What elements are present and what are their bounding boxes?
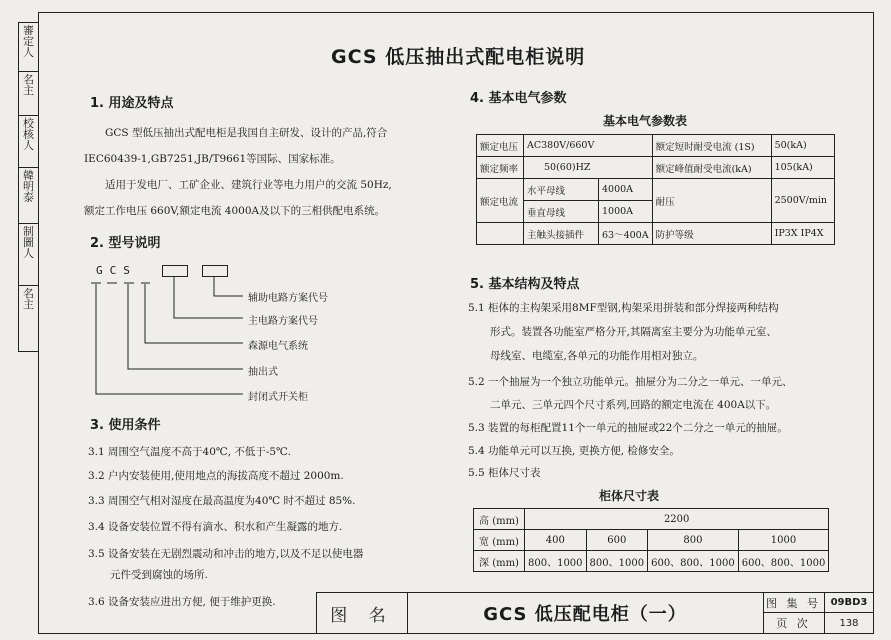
table-cell: 防护等级 xyxy=(652,223,771,245)
condition-item: 元件受到腐蚀的场所. xyxy=(110,569,208,581)
structure-item: 5.5 柜体尺寸表 xyxy=(468,467,541,479)
table-cell: AC380V/660V xyxy=(524,135,653,157)
electrical-params-table xyxy=(476,134,835,245)
table-cell: 600、800、1000 xyxy=(738,551,829,572)
paragraph-line: 额定工作电压 660V,额定电流 4000A及以下的三相供配电系统。 xyxy=(84,205,386,217)
condition-item: 3.4 设备安装位置不得有滴水、积水和产生凝露的地方. xyxy=(88,521,343,533)
condition-item: 3.3 周围空气相对湿度在最高温度为40℃ 时不超过 85%. xyxy=(88,495,356,507)
table-row xyxy=(474,509,829,530)
sidebar-cell: 名 主 xyxy=(19,285,38,353)
section-heading: 1. 用途及特点 xyxy=(90,96,174,111)
table-row xyxy=(477,157,835,179)
table-cell: 额定电流 xyxy=(477,179,524,223)
table-cell: 主触头接插件 xyxy=(524,223,599,245)
condition-item: 3.1 周围空气温度不高于40℃, 不低于-5℃. xyxy=(88,446,292,458)
table-title: 基本电气参数表 xyxy=(603,114,688,128)
table-cell: 高 (mm) xyxy=(474,509,525,530)
drawing-name: GCS 低压配电柜（一） xyxy=(407,593,764,633)
table-cell: 宽 (mm) xyxy=(474,530,525,551)
table-cell: 2500V/min xyxy=(771,179,834,223)
paragraph-line: IEC60439-1,GB7251,JB/T9661等国际、国家标准。 xyxy=(84,153,341,165)
table-cell: 额定峰值耐受电流(kA) xyxy=(652,157,771,179)
table-cell: 1000 xyxy=(738,530,829,551)
table-cell: 105(kA) xyxy=(771,157,834,179)
page-title: GCS 低压抽出式配电柜说明 xyxy=(331,46,586,68)
model-label: 封闭式开关柜 xyxy=(248,392,308,403)
model-label: 主电路方案代号 xyxy=(248,316,318,327)
atlas-number-label: 图 集 号 xyxy=(763,593,825,613)
table-cell: 水平母线 xyxy=(524,179,599,201)
condition-item: 3.5 设备安装在无剧烈震动和冲击的地方,以及不足以使电器 xyxy=(88,548,364,560)
structure-item: 5.3 装置的每柜配置11个一单元的抽屉或22个二分之一单元的抽屉。 xyxy=(468,422,788,434)
table-cell: IP3X IP4X xyxy=(771,223,834,245)
table-cell: 600 xyxy=(586,530,648,551)
table-cell: 额定频率 xyxy=(477,157,524,179)
table-row xyxy=(477,179,835,201)
table-row xyxy=(474,551,829,572)
sidebar-cell: 韓 明 泰 xyxy=(19,167,38,223)
table-cell: 400 xyxy=(525,530,587,551)
table-cell: 额定电压 xyxy=(477,135,524,157)
table-cell: 800 xyxy=(648,530,739,551)
title-block xyxy=(316,592,874,634)
model-label: 抽出式 xyxy=(248,367,278,378)
model-code: GCS xyxy=(96,264,137,277)
table-row xyxy=(474,530,829,551)
table-cell: 深 (mm) xyxy=(474,551,525,572)
table-cell: 600、800、1000 xyxy=(648,551,739,572)
structure-item: 母线室、电缆室,各单元的功能作用相对独立。 xyxy=(490,350,704,362)
table-cell: 耐压 xyxy=(652,179,771,223)
page-number-label: 页 次 xyxy=(763,613,825,633)
paragraph-line: GCS 型低压抽出式配电柜是我国自主研发、设计的产品,符合 xyxy=(105,127,388,139)
table-cell: 63～400A xyxy=(599,223,653,245)
structure-item: 5.2 一个抽屉为一个独立功能单元。抽屉分为二分之一单元、一单元、 xyxy=(468,376,793,388)
structure-item: 5.4 功能单元可以互换, 更换方便, 检修安全。 xyxy=(468,445,680,457)
section-heading: 5. 基本结构及特点 xyxy=(470,277,580,292)
sidebar-cell: 校 核 人 xyxy=(19,115,38,167)
section-heading: 4. 基本电气参数 xyxy=(470,91,567,106)
table-cell: 50(60)HZ xyxy=(524,157,653,179)
table-row xyxy=(477,135,835,157)
table-cell: 800、1000 xyxy=(525,551,587,572)
paragraph-line: 适用于发电厂、工矿企业、建筑行业等电力用户的交流 50Hz, xyxy=(105,179,392,191)
atlas-number: 09BD3 xyxy=(825,593,873,613)
model-label: 森源电气系统 xyxy=(248,341,308,352)
sidebar-cell: 審 定 人 xyxy=(23,24,34,59)
structure-item: 二单元、三单元四个尺寸系列,回路的额定电流在 400A以下。 xyxy=(490,399,777,411)
page-number: 138 xyxy=(839,617,859,629)
cabinet-dimension-table xyxy=(473,508,829,572)
sidebar-cell: 名 主 xyxy=(19,71,38,115)
section-heading: 2. 型号说明 xyxy=(90,236,161,251)
table-cell: 额定短时耐受电流 (1S) xyxy=(652,135,771,157)
table-cell: 垂直母线 xyxy=(524,201,599,223)
section-heading: 3. 使用条件 xyxy=(90,418,161,433)
condition-item: 3.6 设备安装应进出方便, 便于维护更换. xyxy=(88,596,276,608)
table-title: 柜体尺寸表 xyxy=(599,489,660,503)
structure-item: 形式。装置各功能室严格分开,其隔离室主要分为功能单元室、 xyxy=(490,326,777,338)
sidebar-cell: 制 圖 人 xyxy=(19,223,38,285)
model-label: 辅助电路方案代号 xyxy=(248,293,328,304)
title-block-label: 图 名 xyxy=(317,593,408,633)
table-cell: 800、1000 xyxy=(586,551,648,572)
table-cell: 1000A xyxy=(599,201,653,223)
table-cell: 4000A xyxy=(599,179,653,201)
condition-item: 3.2 户内安装使用,使用地点的海拔高度不超过 2000m. xyxy=(88,470,344,482)
table-cell: 2200 xyxy=(525,509,829,530)
table-cell: 50(kA) xyxy=(771,135,834,157)
table-row xyxy=(477,223,835,245)
structure-item: 5.1 柜体的主构架采用8MF型钢,构架采用拼装和部分焊接两种结构 xyxy=(468,302,779,314)
